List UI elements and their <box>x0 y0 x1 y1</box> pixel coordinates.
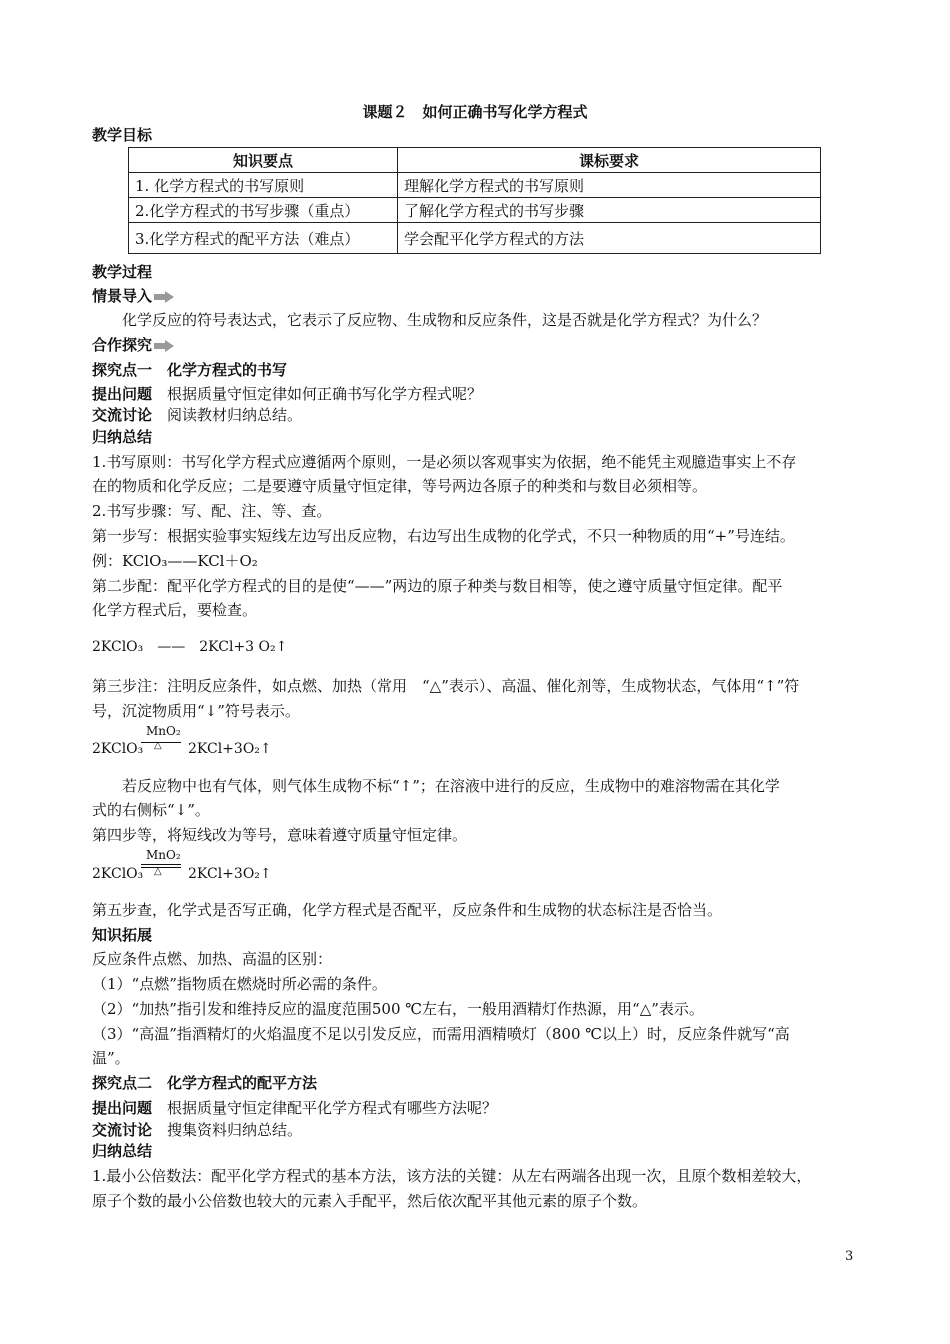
summary-heading: 归纳总结 <box>92 1142 153 1160</box>
section-point2: 探究点二 化学方程式的配平方法 <box>92 1074 318 1092</box>
p1-line12: 第五步查，化学式是否写正确，化学方程式是否配平，反应条件和生成物的状态标注是否恰当。 <box>92 901 723 919</box>
intro-text: 化学反应的符号表达式，它表示了反应物、生成物和反应条件，这是否就是化学方程式？为什么？ <box>122 311 768 329</box>
catalyst-label: MnO₂ <box>146 848 181 862</box>
table-cell: 2.化学方程式的书写步骤（重点） <box>129 198 398 223</box>
p1-line7: 第三步注：注明反应条件，如点燃、加热（常用 “△”表示）、高温、催化剂等，生成物状态，气体用“↑”符 <box>92 677 800 695</box>
table-cell: 学会配平化学方程式的方法 <box>398 223 821 254</box>
equation-right: 2KCl+3O₂↑ <box>188 866 272 882</box>
section-goals: 教学目标 <box>92 126 153 144</box>
equation-2 <box>92 741 143 757</box>
p1-line4: 第一步写：根据实验事实短线左边写出反应物，右边写出生成物的化学式，不只一种物质的用“+”号连结。 <box>92 527 795 545</box>
table-header-row <box>129 148 821 173</box>
p1-line10: 式的右侧标“↓”。 <box>92 801 210 819</box>
question-text: 根据质量守恒定律如何正确书写化学方程式呢？ <box>167 385 483 403</box>
extend-line1: 反应条件点燃、加热、高温的区别： <box>92 950 333 968</box>
p1-discuss <box>92 405 302 425</box>
table-header: 知识要点 <box>129 148 398 173</box>
question-text: 根据质量守恒定律配平化学方程式有哪些方法呢？ <box>167 1099 498 1117</box>
extend-line4: （3）“高温”指酒精灯的火焰温度不足以引发反应，而需用酒精喷灯（800 ℃以上）时，反应条件就写“高 <box>92 1025 790 1043</box>
p1-line11: 第四步等，将短线改为等号，意味着遵守质量守恒定律。 <box>92 826 468 844</box>
p2-line2: 原子个数的最小公倍数也较大的元素入手配平，然后依次配平其他元素的原子个数。 <box>92 1192 648 1210</box>
table-row <box>129 198 821 223</box>
page-number: 3 <box>845 1249 854 1264</box>
section-point1: 探究点一 化学方程式的书写 <box>92 361 288 379</box>
question-label: 提出问题 <box>92 385 153 403</box>
discuss-text: 搜集资料归纳总结。 <box>167 1121 303 1139</box>
equals-line-top <box>141 864 181 865</box>
p2-line1: 1.最小公倍数法：配平化学方程式的基本方法，该方法的关键：从左右两端各出现一次，且原个数相差较大， <box>92 1167 812 1185</box>
section-intro-label: 情景导入 <box>92 287 153 305</box>
extend-line3: （2）“加热”指引发和维持反应的温度范围500 ℃左右，一般用酒精灯作热源，用“△”表示。 <box>92 1000 704 1018</box>
table-cell: 1. 化学方程式的书写原则 <box>129 173 398 198</box>
table-header: 课标要求 <box>398 148 821 173</box>
discuss-text: 阅读教材归纳总结。 <box>167 406 303 424</box>
p2-discuss <box>92 1120 302 1140</box>
discuss-label: 交流讨论 <box>92 1121 153 1139</box>
question-label: 提出问题 <box>92 1099 153 1117</box>
table-cell: 3.化学方程式的配平方法（难点） <box>129 223 398 254</box>
equation-right: 2KCl+3O₂↑ <box>188 741 272 757</box>
heat-icon: △ <box>154 740 162 751</box>
p1-example: 例：KClO₃——KCl＋O₂ <box>92 552 258 570</box>
p1-question <box>92 384 482 404</box>
discuss-label: 交流讨论 <box>92 406 153 424</box>
table-cell: 了解化学方程式的书写步骤 <box>398 198 821 223</box>
equation-left: 2KClO₃ <box>92 866 144 882</box>
catalyst-label: MnO₂ <box>146 724 181 738</box>
p1-line1: 1.书写原则：书写化学方程式应遵循两个原则，一是必须以客观事实为依据，绝不能凭主观臆造事实上不存 <box>92 453 797 471</box>
summary-heading: 归纳总结 <box>92 428 153 446</box>
extend-line2: （1）“点燃”指物质在燃烧时所必需的条件。 <box>92 975 387 993</box>
equation-1: 2KClO₃ —— 2KCl+3 O₂↑ <box>92 639 288 655</box>
arrow-right-icon <box>154 291 174 303</box>
table-row <box>129 223 821 254</box>
p2-question <box>92 1098 497 1118</box>
page-title: 课题２ 如何正确书写化学方程式 <box>362 103 588 121</box>
table-cell: 理解化学方程式的书写原则 <box>398 173 821 198</box>
section-extend: 知识拓展 <box>92 926 153 944</box>
extend-line5: 温”。 <box>92 1049 130 1067</box>
goals-table <box>128 147 821 254</box>
p1-line5: 第二步配：配平化学方程式的目的是使“——”两边的原子种类与数目相等，使之遵守质量守恒定律。配平 <box>92 577 783 595</box>
arrow-right-icon <box>154 340 174 352</box>
section-coop-label: 合作探究 <box>92 336 153 354</box>
section-intro <box>92 286 174 306</box>
section-process: 教学过程 <box>92 263 153 281</box>
heat-icon: △ <box>154 866 162 877</box>
equation-3 <box>92 866 143 882</box>
table-row <box>129 173 821 198</box>
p1-line9: 若反应物中也有气体，则气体生成物不标“↑”；在溶液中进行的反应，生成物中的难溶物需在其化学 <box>122 777 780 795</box>
p1-line3: 2.书写步骤：写、配、注、等、查。 <box>92 502 332 520</box>
p1-line2: 在的物质和化学反应；二是要遵守质量守恒定律，等号两边各原子的种类和与数目必须相等。 <box>92 477 708 495</box>
p1-line8: 号，沉淀物质用“↓”符号表示。 <box>92 702 300 720</box>
p1-line6: 化学方程式后，要检查。 <box>92 601 258 619</box>
equation-left: 2KClO₃ <box>92 741 144 757</box>
section-coop <box>92 335 174 355</box>
